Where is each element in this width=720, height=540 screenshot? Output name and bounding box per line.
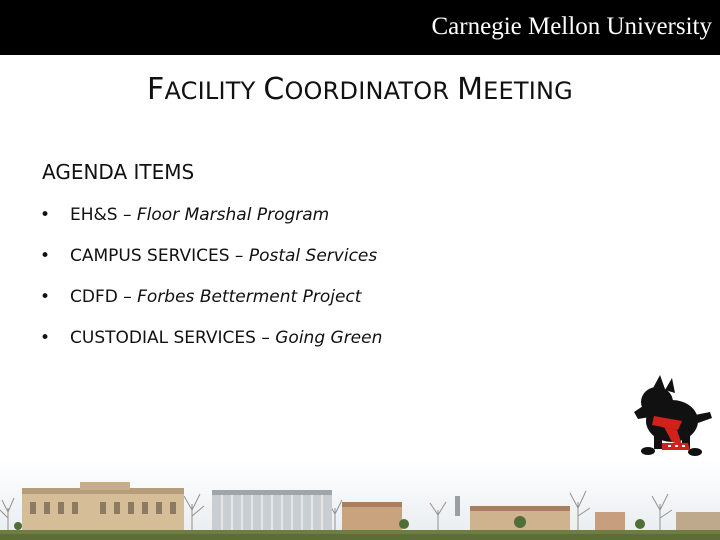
slide-title xyxy=(0,70,720,111)
scotty-dog-mascot-icon xyxy=(632,372,714,458)
agenda-item-label: CDFD – xyxy=(70,287,138,307)
agenda-item-topic: Floor Marshal Program xyxy=(136,205,330,225)
agenda-item-topic: Forbes Betterment Project xyxy=(137,287,362,307)
agenda-item-topic: Going Green xyxy=(275,328,383,348)
agenda-item-topic: Postal Services xyxy=(248,246,378,266)
title-word-coordinator: COORDINATOR xyxy=(263,72,458,107)
bullet-icon: • xyxy=(40,246,51,266)
agenda-heading: AGENDA ITEMS xyxy=(42,160,195,184)
agenda-item xyxy=(40,322,382,363)
agenda-item xyxy=(40,281,382,322)
agenda-item xyxy=(40,199,382,240)
bullet-icon: • xyxy=(40,328,51,348)
university-name: Carnegie Mellon University xyxy=(431,13,712,40)
agenda-item-label: EH&S – xyxy=(70,205,137,225)
title-word-facility: FACILITY xyxy=(147,72,264,107)
bullet-icon: • xyxy=(40,287,51,307)
campus-panorama-image xyxy=(0,460,720,540)
bullet-icon: • xyxy=(40,205,51,225)
agenda-item xyxy=(40,240,382,281)
header-bar xyxy=(0,0,720,55)
agenda-list xyxy=(40,199,382,363)
agenda-item-label: CUSTODIAL SERVICES – xyxy=(70,328,276,348)
title-word-meeting: MEETING xyxy=(457,72,573,107)
agenda-item-label: CAMPUS SERVICES – xyxy=(70,246,249,266)
